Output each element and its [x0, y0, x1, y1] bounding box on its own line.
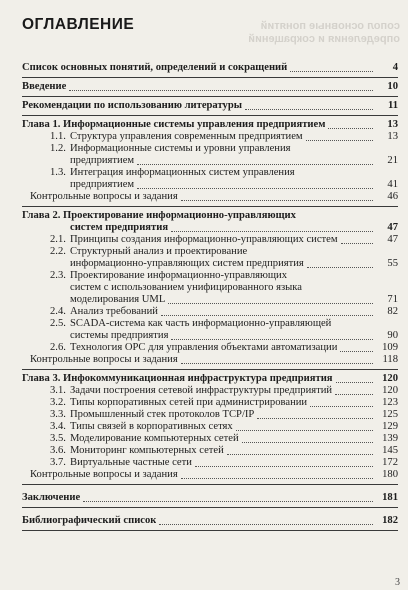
- toc-entry-page: 181: [382, 492, 398, 503]
- toc-section-1-1[interactable]: [22, 131, 398, 143]
- toc-section-number: 3.1.: [50, 385, 66, 396]
- toc-entry-title: Контрольные вопросы и задания: [30, 469, 178, 480]
- toc-entry-title: Промышленный стек протоколов TCP/IP: [70, 409, 255, 420]
- toc-section-number: 1.1.: [50, 131, 66, 142]
- toc-section-3-2[interactable]: [22, 397, 398, 409]
- toc-entry-page: 118: [382, 354, 398, 365]
- toc-entry-page: 180: [382, 469, 398, 480]
- toc-section-2-5-cont[interactable]: [22, 330, 398, 342]
- toc-entry-title: систем предприятия: [70, 222, 169, 233]
- toc-section-number: 2.6.: [50, 342, 66, 353]
- divider: [22, 77, 398, 78]
- table-of-contents: [22, 62, 398, 534]
- toc-section-2-2[interactable]: [22, 246, 398, 258]
- toc-entry-page: 4: [392, 62, 398, 73]
- toc-entry-page: 10: [387, 81, 398, 92]
- toc-entry-page: 123: [382, 397, 398, 408]
- toc-section-3-3[interactable]: [22, 409, 398, 421]
- toc-entry-title: Глава 2. Проектирование информационно-управляющих: [22, 210, 296, 221]
- toc-entry-page: 145: [382, 445, 398, 456]
- bleed-through-text: сопол основные понятий определения и сокращений: [248, 20, 400, 45]
- toc-section-number: 2.2.: [50, 246, 66, 257]
- toc-entry-page: 109: [382, 342, 398, 353]
- toc-section-number: 1.2.: [50, 143, 66, 154]
- toc-section-1-3-cont[interactable]: [22, 179, 398, 191]
- toc-entry-page: 71: [387, 294, 398, 305]
- toc-entry-page: 46: [387, 191, 398, 202]
- toc-section-number: 2.3.: [50, 270, 66, 281]
- toc-section-number: 3.2.: [50, 397, 66, 408]
- toc-entry-page: 90: [387, 330, 398, 341]
- toc-section-3-7[interactable]: [22, 457, 398, 469]
- toc-entry-page: 120: [382, 373, 398, 384]
- divider: [22, 115, 398, 116]
- toc-chapter-3[interactable]: [22, 373, 398, 385]
- toc-entry-title: предприятием: [70, 179, 135, 190]
- toc-section-3-5[interactable]: [22, 433, 398, 445]
- toc-entry-title: предприятием: [70, 155, 135, 166]
- toc-chapter-2-cont[interactable]: [22, 222, 398, 234]
- divider: [22, 206, 398, 207]
- toc-entry-title: Контрольные вопросы и задания: [30, 354, 178, 365]
- toc-entry-page: 120: [382, 385, 398, 396]
- toc-section-2-6[interactable]: [22, 342, 398, 354]
- toc-entry-title: SCADA-система как часть информационно-управляющей: [70, 318, 332, 329]
- toc-entry-title: моделирования UML: [70, 294, 166, 305]
- toc-entry-conclusion[interactable]: [22, 492, 398, 504]
- toc-section-number: 2.5.: [50, 318, 66, 329]
- toc-section-number: 3.4.: [50, 421, 66, 432]
- toc-section-number: 2.1.: [50, 234, 66, 245]
- divider: [22, 484, 398, 485]
- toc-entry-page: 47: [387, 234, 398, 245]
- divider: [22, 96, 398, 97]
- toc-section-2-5[interactable]: [22, 318, 398, 330]
- toc-entry-page: 139: [382, 433, 398, 444]
- toc-entry-title: систем с использованием унифицированного языка: [70, 282, 302, 293]
- toc-entry-page: 125: [382, 409, 398, 420]
- toc-section-2-3-cont[interactable]: [22, 282, 398, 294]
- toc-entry-title: Структурный анализ и проектирование: [70, 246, 248, 257]
- toc-entry-page: 82: [387, 306, 398, 317]
- toc-entry-bibliography[interactable]: [22, 515, 398, 527]
- toc-section-number: 1.3.: [50, 167, 66, 178]
- toc-entry-title: Принципы создания информационно-управляющих систем: [70, 234, 338, 245]
- toc-entry-title: Технология OPC для управления объектами автоматизации: [70, 342, 338, 353]
- toc-entry-title: Моделирование компьютерных сетей: [70, 433, 239, 444]
- toc-entry-page: 21: [387, 155, 398, 166]
- toc-questions-2[interactable]: [22, 354, 398, 366]
- page-number: 3: [395, 577, 400, 588]
- toc-section-number: 3.7.: [50, 457, 66, 468]
- divider: [22, 530, 398, 531]
- toc-entry-title: информационно-управляющих систем предприятия: [70, 258, 304, 269]
- toc-entry-title: Виртуальные частные сети: [70, 457, 192, 468]
- toc-entry-title: Список основных понятий, определений и сокращений: [22, 62, 288, 73]
- toc-section-3-1[interactable]: [22, 385, 398, 397]
- toc-entry-introduction[interactable]: [22, 81, 398, 93]
- toc-entry-title: Мониторинг компьютерных сетей: [70, 445, 224, 456]
- toc-entry-title: Типы корпоративных сетей при администрировании: [70, 397, 308, 408]
- toc-section-2-2-cont[interactable]: [22, 258, 398, 270]
- toc-entry-page: 13: [387, 119, 398, 130]
- toc-entry-title: Задачи построения сетевой инфраструктуры предприятий: [70, 385, 333, 396]
- toc-entry-title: Рекомендации по использованию литературы: [22, 100, 242, 111]
- toc-entry-title: Глава 3. Инфокоммуникационная инфраструктура предприятия: [22, 373, 333, 384]
- toc-entry-title: Глава 1. Информационные системы управления предприятием: [22, 119, 326, 130]
- toc-section-number: 3.5.: [50, 433, 66, 444]
- toc-entry-page: 13: [387, 131, 398, 142]
- toc-chapter-2[interactable]: [22, 210, 398, 222]
- toc-entry-title: Введение: [22, 81, 67, 92]
- toc-section-3-6[interactable]: [22, 445, 398, 457]
- toc-entry-title: Структура управления современным предприятием: [70, 131, 303, 142]
- toc-entry-page: 182: [382, 515, 398, 526]
- toc-section-number: 2.4.: [50, 306, 66, 317]
- toc-entry-page: 129: [382, 421, 398, 432]
- toc-section-1-3[interactable]: [22, 167, 398, 179]
- toc-chapter-1[interactable]: [22, 119, 398, 131]
- toc-entry-title: Библиографический список: [22, 515, 157, 526]
- toc-entry-title: Интеграция информационных систем управления: [70, 167, 295, 178]
- toc-entry-title: Заключение: [22, 492, 81, 503]
- page-title: ОГЛАВЛЕНИЕ: [22, 16, 135, 33]
- toc-entry-title: системы предприятия: [70, 330, 169, 341]
- toc-section-number: 3.3.: [50, 409, 66, 420]
- toc-entry-terms[interactable]: [22, 62, 398, 74]
- toc-section-2-3-cont2[interactable]: [22, 294, 398, 306]
- toc-entry-recommendations[interactable]: [22, 100, 398, 112]
- toc-entry-title: Типы связей в корпоративных сетях: [70, 421, 233, 432]
- toc-entry-title: Контрольные вопросы и задания: [30, 191, 178, 202]
- toc-entry-page: 55: [387, 258, 398, 269]
- toc-entry-page: 47: [387, 222, 398, 233]
- toc-questions-3[interactable]: [22, 469, 398, 481]
- toc-section-2-4[interactable]: [22, 306, 398, 318]
- toc-section-1-2-cont[interactable]: [22, 155, 398, 167]
- toc-entry-title: Информационные системы и уровни управления: [70, 143, 291, 154]
- toc-entry-page: 41: [387, 179, 398, 190]
- toc-questions-1[interactable]: [22, 191, 398, 203]
- toc-section-number: 3.6.: [50, 445, 66, 456]
- toc-section-1-2[interactable]: [22, 143, 398, 155]
- toc-entry-title: Анализ требований: [70, 306, 158, 317]
- toc-entry-title: Проектирование информационно-управляющих: [70, 270, 288, 281]
- toc-entry-page: 172: [382, 457, 398, 468]
- toc-section-3-4[interactable]: [22, 421, 398, 433]
- toc-entry-page: 11: [387, 100, 398, 111]
- toc-section-2-3[interactable]: [22, 270, 398, 282]
- divider: [22, 507, 398, 508]
- divider: [22, 369, 398, 370]
- toc-section-2-1[interactable]: [22, 234, 398, 246]
